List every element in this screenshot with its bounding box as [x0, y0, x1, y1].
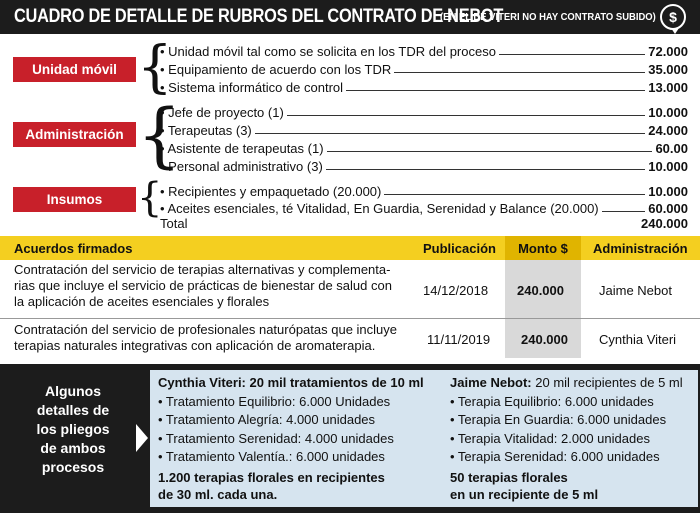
row-divider	[0, 318, 700, 319]
line-item: • Equipamiento de acuerdo con los TDR 35.000	[160, 62, 688, 77]
category-label-insumos: Insumos	[13, 187, 136, 212]
details-label: Algunos detalles de los pliegos de ambos procesos	[36, 383, 110, 475]
agreement-amount: 240.000	[517, 283, 564, 298]
list-item: • Terapia Equilibrio: 6.000 unidades	[450, 393, 654, 409]
brace-icon: {	[137, 94, 182, 176]
line-item: • Sistema informático de control 13.000	[160, 80, 688, 95]
nebot-title: Jaime Nebot: 20 mil recipientes de 5 ml	[450, 375, 683, 390]
header-bar	[0, 0, 700, 34]
header-monto: Monto $	[505, 236, 581, 260]
nebot-details	[450, 374, 683, 503]
viteri-title: Cynthia Viteri: 20 mil tratamientos de 10 ml	[158, 375, 424, 390]
header-title: CUADRO DE DETALLE DE RUBROS DEL CONTRATO DE NEBOT	[14, 6, 504, 27]
line-item: • Unidad móvil tal como se solicita en los TDR del proceso 72.000	[160, 44, 688, 59]
list-item: • Tratamiento Serenidad: 4.000 unidades	[158, 430, 394, 446]
nebot-note: 50 terapias florales en un recipiente de 5 ml	[450, 469, 599, 502]
list-item: • Terapia Vitalidad: 2.000 unidades	[450, 430, 650, 446]
viteri-details	[158, 374, 424, 503]
total-label: Total	[160, 216, 188, 231]
agreement-admin: Jaime Nebot	[599, 283, 672, 298]
header-publicacion: Publicación	[423, 241, 496, 256]
line-item: • Jefe de proyecto (1) 10.000	[160, 105, 688, 120]
agreement-description: Contratación del servicio de terapias alternativas y complementa- rias que incluye el servicio de prácticas de bienestar de salud con la aplicación de aceites esenciales y florales	[14, 262, 392, 309]
agreement-date: 14/12/2018	[423, 283, 489, 298]
details-panel	[150, 370, 698, 507]
header-acuerdos: Acuerdos firmados	[14, 241, 133, 256]
list-item: • Terapia En Guardia: 6.000 unidades	[450, 412, 667, 427]
line-item: • Terapeutas (3) 24.000	[160, 123, 688, 138]
list-item: • Tratamiento Alegría: 4.000 unidades	[158, 412, 376, 427]
list-item: • Tratamiento Equilibrio: 6.000 Unidades	[158, 393, 391, 409]
category-label-unidad-movil: Unidad móvil	[13, 57, 136, 82]
brace-icon: {	[137, 35, 173, 100]
agreement-date: 11/11/2019	[427, 332, 491, 347]
header-administracion: Administración	[593, 241, 688, 256]
list-item: • Terapia Serenidad: 6.000 unidades	[450, 449, 660, 464]
agreement-amount: 240.000	[521, 332, 568, 347]
category-label-administracion: Administración	[13, 122, 136, 147]
agreements-header	[0, 236, 700, 260]
dollar-icon: $	[660, 4, 686, 30]
line-item: • Recipientes y empaquetado (20.000) 10.000	[160, 184, 688, 199]
list-item: • Tratamiento Valentía.: 6.000 unidades	[158, 449, 385, 464]
header-subtitle: (EN EL DE VITERI NO HAY CONTRATO SUBIDO)	[440, 11, 656, 23]
brace-icon: {	[137, 175, 163, 221]
agreement-admin: Cynthia Viteri	[599, 332, 677, 347]
agreement-description: Contratación del servicio de profesionales naturópatas que incluye terapias naturales integrativas con aplicación de aromaterapia.	[14, 322, 398, 353]
total-value: 240.000	[641, 216, 688, 231]
arrow-right-icon	[136, 424, 148, 452]
line-item: • Aceites esenciales, té Vitalidad, En Guardia, Serenidad y Balance (20.000) 60.000	[160, 201, 688, 216]
details-section	[0, 364, 700, 513]
viteri-note: 1.200 terapias florales en recipientes de 30 ml. cada una.	[158, 469, 385, 502]
line-item: • Asistente de terapeutas (1) 60.00	[160, 141, 688, 156]
line-item: • Personal administrativo (3) 10.000	[160, 159, 688, 174]
total-row	[160, 216, 688, 231]
